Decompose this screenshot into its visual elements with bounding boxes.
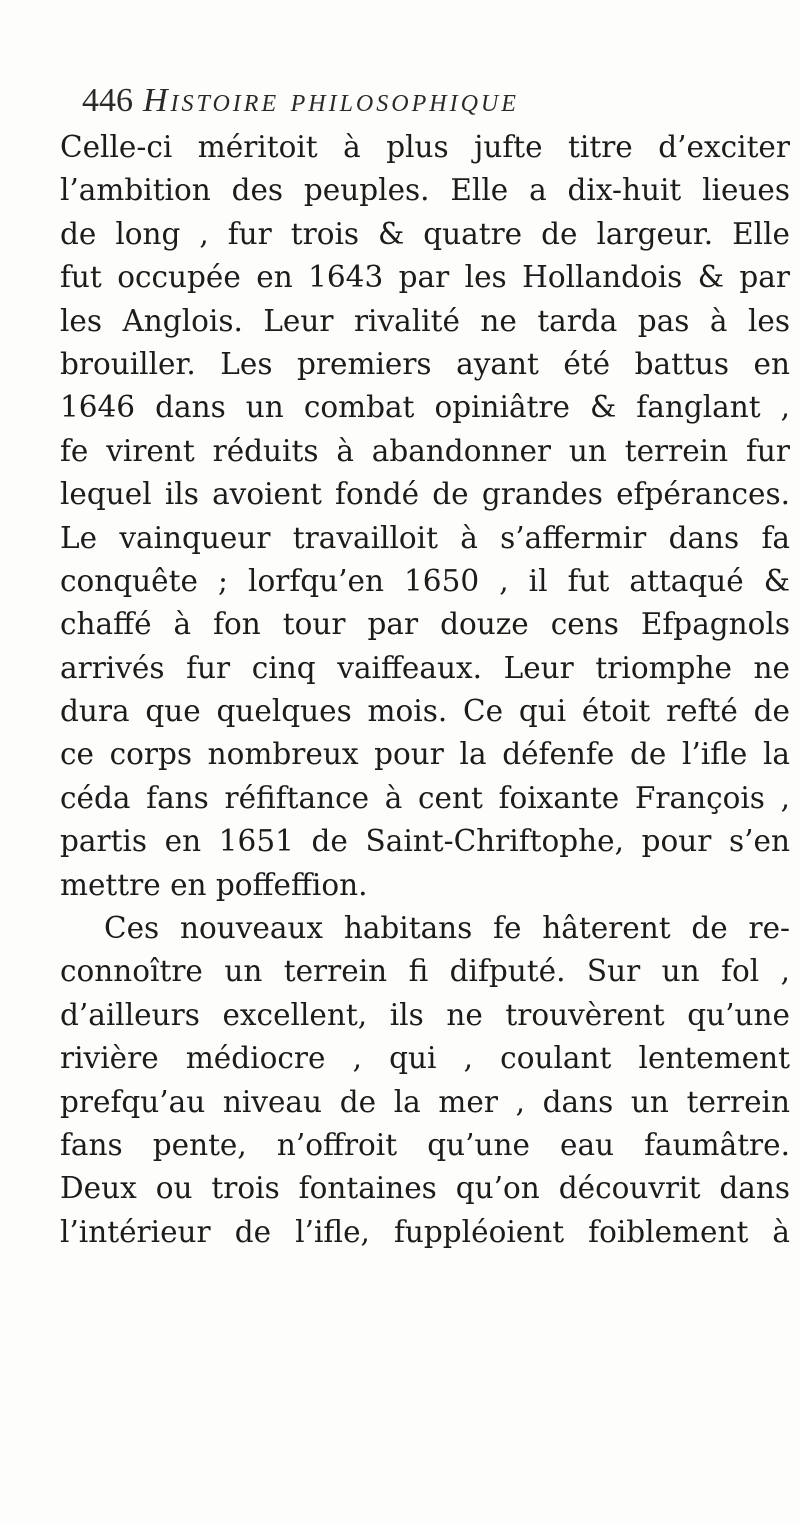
running-title: Histoire philosophique <box>143 82 519 119</box>
paragraph-2 <box>60 907 790 1254</box>
text-line: d’ailleurs excellent, ils ne trouvèrent qu’une <box>60 997 790 1032</box>
text-line: l’ambition des peuples. Elle a dix-huit lieues <box>60 173 790 208</box>
text-line: de long , fur trois & quatre de largeur. Elle <box>60 216 790 251</box>
text-line: Celle-ci méritoit à plus jufte titre d’exciter <box>60 130 790 164</box>
text-line: arrivés fur cinq vaiffeaux. Leur triomphe ne <box>60 650 790 685</box>
text-line: rivière médiocre , qui , coulant lentement <box>60 1041 790 1076</box>
running-head <box>82 76 782 126</box>
text-line: fut occupée en 1643 par les Hollandois & par <box>60 260 790 295</box>
text-line: les Anglois. Leur rivalité ne tarda pas à les <box>60 303 790 338</box>
text-line: céda fans réfiftance à cent foixante François , <box>60 780 790 815</box>
text-line: brouiller. Les premiers ayant été battus en <box>60 346 790 381</box>
paragraph-1 <box>60 126 790 907</box>
text-line: l’intérieur de l’ifle, fuppléoient foiblement à <box>60 1214 790 1249</box>
text-line: mettre en poffeffion. <box>60 867 368 902</box>
text-line: dura que quelques mois. Ce qui étoit refté de <box>60 694 790 729</box>
text-line: fans pente, n’offroit qu’une eau faumâtre. <box>60 1127 790 1162</box>
text-line: 1646 dans un combat opiniâtre & fanglant , <box>60 390 790 425</box>
text-line: prefqu’au niveau de la mer , dans un terrein <box>60 1084 790 1119</box>
text-line: Ces nouveaux habitans fe hâterent de re- <box>104 911 790 946</box>
page-number: 446 <box>82 82 133 119</box>
text-line: Le vainqueur travailloit à s’affermir dans fa <box>60 520 790 555</box>
body-text <box>60 126 790 1254</box>
text-line: conquête ; lorfqu’en 1650 , il fut attaqué & <box>60 563 790 598</box>
text-line: Deux ou trois fontaines qu’on découvrit dans <box>60 1171 790 1206</box>
text-line: ce corps nombreux pour la défenfe de l’ifle la <box>60 737 790 772</box>
text-line: connoître un terrein fi difputé. Sur un fol , <box>60 954 790 989</box>
text-line: chaffé à fon tour par douze cens Efpagnols <box>60 607 790 642</box>
text-line: lequel ils avoient fondé de grandes efpérances. <box>60 477 790 512</box>
text-line: partis en 1651 de Saint-Chriftophe, pour s’en <box>60 824 790 859</box>
text-line: fe virent réduits à abandonner un terrein fur <box>60 433 790 468</box>
